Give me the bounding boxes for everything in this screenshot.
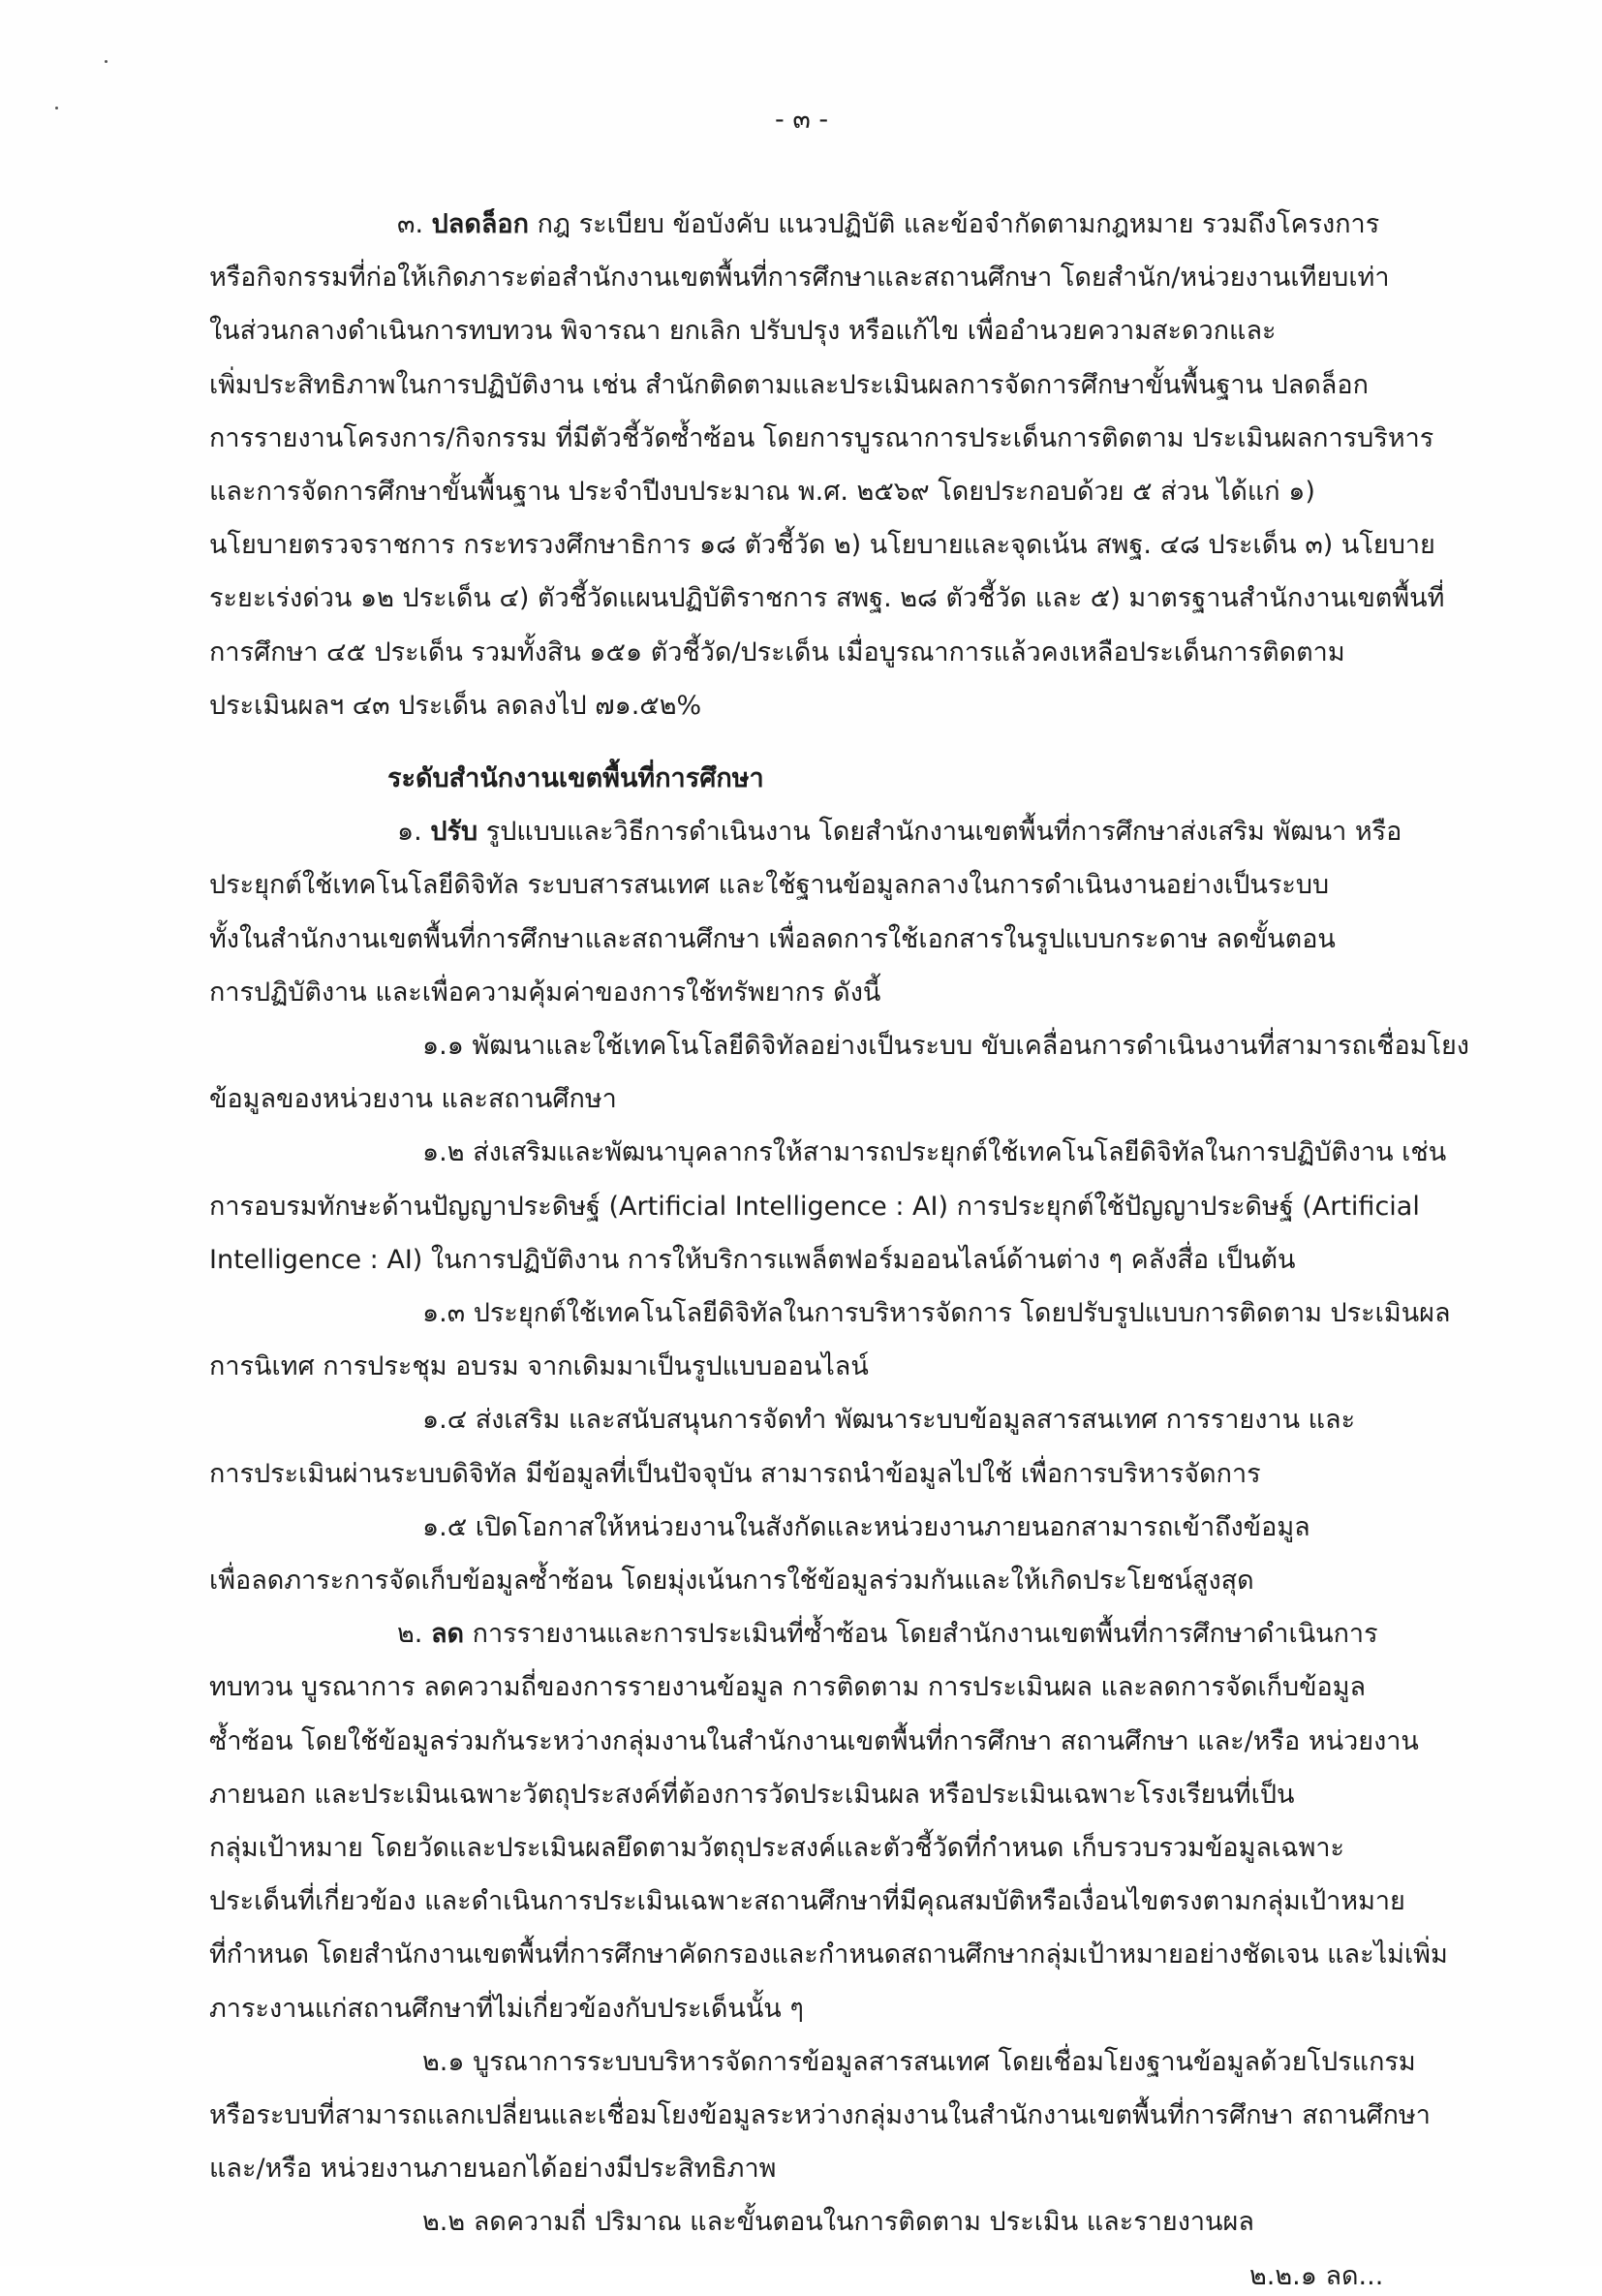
item2-line: ซ้ำซ้อน โดยใช้ข้อมูลร่วมกันระหว่างกลุ่มงานในสำนักงานเขตพื้นที่การศึกษา สถานศึกษา และ/หรือ หน่วยงาน (209, 1726, 1419, 1756)
scan-speck (105, 60, 108, 63)
sub1-3-line: การนิเทศ การประชุม อบรม จากเดิมมาเป็นรูปแบบออนไลน์ (209, 1351, 869, 1381)
item2-line: ภาระงานแก่สถานศึกษาที่ไม่เกี่ยวข้องกับประเด็นนั้น ๆ (209, 1994, 804, 2024)
item1-line: ทั้งในสำนักงานเขตพื้นที่การศึกษาและสถานศึกษา เพื่อลดการใช้เอกสารในรูปแบบกระดาษ ลดขั้นตอน (209, 924, 1336, 954)
item2-line: ทบทวน บูรณาการ ลดความถี่ของการรายงานข้อมูล การติดตาม การประเมินผล และลดการจัดเก็บข้อมูล (209, 1672, 1367, 1702)
sub1-2-line: การอบรมทักษะด้านปัญญาประดิษฐ์ (Artificial Intelligence : AI) การประยุกต์ใช้ปัญญาประดิษฐ์ (Artificial (209, 1192, 1420, 1222)
scan-speck (55, 107, 58, 109)
para3-line: ระยะเร่งด่วน ๑๒ ประเด็น ๔) ตัวชี้วัดแผนปฏิบัติราชการ สพฐ. ๒๘ ตัวชี้วัด และ ๕) มาตรฐานสำนักงานเขตพื้นที่ (209, 583, 1445, 613)
para3-line: และการจัดการศึกษาขั้นพื้นฐาน ประจำปีงบประมาณ พ.ศ. ๒๕๖๙ โดยประกอบด้วย ๕ ส่วน ได้แก่ ๑) (209, 477, 1315, 507)
sub2-1-line: ๒.๑ บูรณาการระบบบริหารจัดการข้อมูลสารสนเทศ โดยเชื่อมโยงฐานข้อมูลด้วยโปรแกรม (422, 2047, 1416, 2077)
item2-first-line (397, 1615, 1378, 1654)
item1-first-line (397, 813, 1402, 852)
item2-line: กลุ่มเป้าหมาย โดยวัดและประเมินผลยึดตามวัตถุประสงค์และตัวชี้วัดที่กำหนด เก็บรวบรวมข้อมูลเฉพาะ (209, 1833, 1345, 1863)
sub1-4-line: ๑.๔ ส่งเสริม และสนับสนุนการจัดทำ พัฒนาระบบข้อมูลสารสนเทศ การรายงาน และ (422, 1405, 1356, 1435)
item2-line: ที่กำหนด โดยสำนักงานเขตพื้นที่การศึกษาคัดกรองและกำหนดสถานศึกษากลุ่มเป้าหมายอย่างชัดเจน และไม่เพิ่ม (209, 1939, 1448, 1970)
continuation-marker: ๒.๒.๑ ลด... (1249, 2261, 1384, 2291)
sub1-3-line: ๑.๓ ประยุกต์ใช้เทคโนโลยีดิจิทัลในการบริหารจัดการ โดยปรับรูปแบบการติดตาม ประเมินผล (422, 1298, 1451, 1328)
para3-line: กฎ ระเบียบ ข้อบังคับ แนวปฏิบัติ และข้อจำกัดตามกฎหมาย รวมถึงโครงการ (537, 209, 1380, 239)
para3-number: ๓. (397, 209, 424, 239)
item1-keyword: ปรับ (430, 817, 478, 847)
sub2-1-line: และ/หรือ หน่วยงานภายนอกได้อย่างมีประสิทธิภาพ (209, 2154, 777, 2184)
para3-line: การศึกษา ๔๕ ประเด็น รวมทั้งสิน ๑๕๑ ตัวชี้วัด/ประเด็น เมื่อบูรณาการแล้วคงเหลือประเด็นการติดตาม (209, 637, 1345, 667)
item2-number: ๒. (397, 1619, 423, 1649)
sub1-4-line: การประเมินผ่านระบบดิจิทัล มีข้อมูลที่เป็นปัจจุบัน สามารถนำข้อมูลไปใช้ เพื่อการบริหารจัดการ (209, 1459, 1261, 1489)
sub2-1-line: หรือระบบที่สามารถแลกเปลี่ยนและเชื่อมโยงข้อมูลระหว่างกลุ่มงานในสำนักงานเขตพื้นที่การศึกษา สถานศึกษา (209, 2100, 1431, 2130)
sub1-5-line: เพื่อลดภาระการจัดเก็บข้อมูลซ้ำซ้อน โดยมุ่งเน้นการใช้ข้อมูลร่วมกันและให้เกิดประโยชน์สูงสุด (209, 1566, 1254, 1596)
para3-line: หรือกิจกรรมที่ก่อให้เกิดภาระต่อสำนักงานเขตพื้นที่การศึกษาและสถานศึกษา โดยสำนัก/หน่วยงานเทียบเท่า (209, 263, 1390, 293)
item1-line: รูปแบบและวิธีการดำเนินงาน โดยสำนักงานเขตพื้นที่การศึกษาส่งเสริม พัฒนา หรือ (485, 817, 1402, 847)
item1-number: ๑. (397, 817, 422, 847)
section-heading: ระดับสำนักงานเขตพื้นที่การศึกษา (387, 763, 764, 793)
sub1-1-line: ๑.๑ พัฒนาและใช้เทคโนโลยีดิจิทัลอย่างเป็นระบบ ขับเคลื่อนการดำเนินงานที่สามารถเชื่อมโยง (422, 1031, 1469, 1061)
sub1-2-line: ๑.๒ ส่งเสริมและพัฒนาบุคลากรให้สามารถประยุกต์ใช้เทคโนโลยีดิจิทัลในการปฏิบัติงาน เช่น (422, 1137, 1447, 1167)
sub1-1-line: ข้อมูลของหน่วยงาน และสถานศึกษา (209, 1084, 617, 1114)
sub2-2-line: ๒.๒ ลดความถี่ ปริมาณ และขั้นตอนในการติดตาม ประเมิน และรายงานผล (422, 2207, 1254, 2237)
item2-line: ภายนอก และประเมินเฉพาะวัตถุประสงค์ที่ต้องการวัดประเมินผล หรือประเมินเฉพาะโรงเรียนที่เป็น (209, 1780, 1295, 1810)
item1-line: ประยุกต์ใช้เทคโนโลยีดิจิทัล ระบบสารสนเทศ และใช้ฐานข้อมูลกลางในการดำเนินงานอย่างเป็นระบบ (209, 870, 1330, 900)
para3-line: ประเมินผลฯ ๔๓ ประเด็น ลดลงไป ๗๑.๕๒% (209, 691, 702, 721)
para3-keyword: ปลดล็อก (431, 209, 529, 239)
sub1-2-line: Intelligence : AI) ในการปฏิบัติงาน การให้บริการแพล็ตฟอร์มออนไลน์ด้านต่าง ๆ คลังสื่อ เป็นต้น (209, 1245, 1296, 1275)
item2-line: การรายงานและการประเมินที่ซ้ำซ้อน โดยสำนักงานเขตพื้นที่การศึกษาดำเนินการ (472, 1619, 1378, 1649)
sub1-5-line: ๑.๕ เปิดโอกาสให้หน่วยงานในสังกัดและหน่วยงานภายนอกสามารถเข้าถึงข้อมูล (422, 1512, 1310, 1542)
para3-line: การรายงานโครงการ/กิจกรรม ที่มีตัวชี้วัดซ้ำซ้อน โดยการบูรณาการประเด็นการติดตาม ประเมินผลการบริหาร (209, 423, 1434, 453)
item2-line: ประเด็นที่เกี่ยวข้อง และดำเนินการประเมินเฉพาะสถานศึกษาที่มีคุณสมบัติหรือเงื่อนไขตรงตามกลุ่มเป้าหมาย (209, 1886, 1405, 1916)
para3-line: ในส่วนกลางดำเนินการทบทวน พิจารณา ยกเลิก ปรับปรุง หรือแก้ไข เพื่ออำนวยความสะดวกและ (209, 316, 1277, 346)
para3-first-line (397, 205, 1379, 244)
page-number: - ๓ - (775, 105, 829, 135)
item2-keyword: ลด (430, 1619, 465, 1649)
item1-line: การปฏิบัติงาน และเพื่อความคุ้มค่าของการใช้ทรัพยากร ดังนี้ (209, 977, 881, 1008)
para3-line: เพิ่มประสิทธิภาพในการปฏิบัติงาน เช่น สำนักติดตามและประเมินผลการจัดการศึกษาขั้นพื้นฐาน ปลดล็อก (209, 370, 1369, 400)
para3-line: นโยบายตรวจราชการ กระทรวงศึกษาธิการ ๑๘ ตัวชี้วัด ๒) นโยบายและจุดเน้น สพฐ. ๔๘ ประเด็น ๓) นโยบาย (209, 530, 1435, 560)
